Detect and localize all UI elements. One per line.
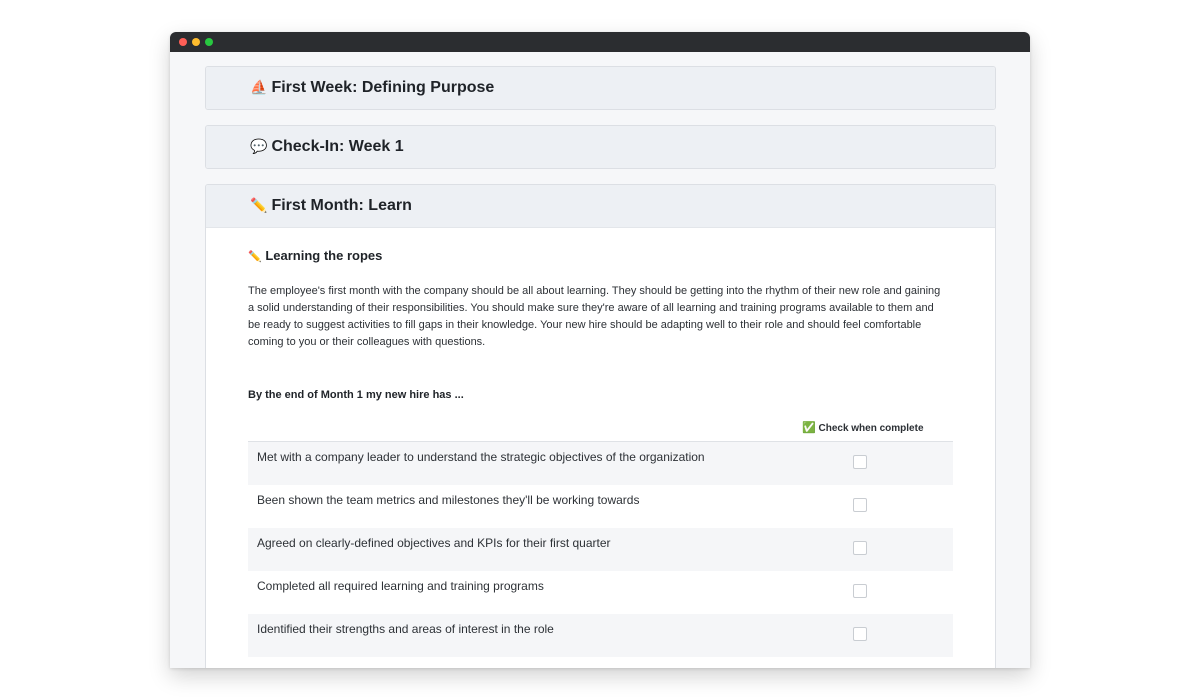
task-checkbox[interactable]	[853, 584, 867, 598]
section-header-first-week[interactable]	[206, 67, 995, 109]
month-description: The employee's first month with the company should be all about learning. They should be getting into the rhythm of their new role and gaining a solid understanding of their responsibilities. You should make sure they're aware of all learning and training programs available to them and be ready to suggest activities to fill gaps in their knowledge. Your new hire should be adapting well to their role and should feel comfortable coming to you or their colleagues with questions.	[248, 285, 941, 348]
subsection-title	[248, 248, 953, 263]
task-checkbox[interactable]	[853, 541, 867, 555]
checklist-table	[248, 421, 953, 657]
task-checkbox[interactable]	[853, 498, 867, 512]
task-checkbox[interactable]	[853, 455, 867, 469]
table-row	[248, 571, 953, 614]
task-label: Identified their strengths and areas of interest in the role	[257, 622, 554, 636]
section-header-first-month[interactable]	[206, 185, 995, 228]
page-content	[205, 66, 996, 668]
check-mark-icon: ✅	[802, 421, 816, 434]
table-row	[248, 614, 953, 657]
window-titlebar	[170, 32, 1030, 52]
task-label: Met with a company leader to understand the strategic objectives of the organization	[257, 450, 705, 464]
section-header-check-in[interactable]	[206, 126, 995, 168]
check-column-label: Check when complete	[818, 423, 924, 434]
minimize-window-icon[interactable]	[192, 38, 200, 46]
section-check-in	[205, 125, 996, 169]
checklist-intro: By the end of Month 1 my new hire has ...	[248, 389, 464, 401]
table-row	[248, 485, 953, 528]
check-column-header	[802, 421, 924, 434]
section-first-week	[205, 66, 996, 110]
task-label: Been shown the team metrics and milestones they'll be working towards	[257, 493, 640, 507]
close-window-icon[interactable]	[179, 38, 187, 46]
browser-window	[170, 32, 1030, 668]
table-row	[248, 442, 953, 485]
section-body-first-month	[206, 228, 995, 668]
section-title: Check-In: Week 1	[271, 138, 404, 155]
speech-bubble-icon: 💬	[250, 139, 268, 155]
table-row	[248, 528, 953, 571]
section-title: First Month: Learn	[271, 197, 412, 214]
sailboat-icon: ⛵	[250, 80, 268, 96]
task-label: Completed all required learning and training programs	[257, 579, 544, 593]
subsection-title-text: Learning the ropes	[265, 248, 383, 263]
task-label: Agreed on clearly-defined objectives and KPIs for their first quarter	[257, 536, 611, 550]
checklist-header	[248, 421, 953, 442]
task-checkbox[interactable]	[853, 627, 867, 641]
maximize-window-icon[interactable]	[205, 38, 213, 46]
pencil-icon: ✏️	[248, 250, 262, 263]
section-title: First Week: Defining Purpose	[271, 79, 495, 96]
pencil-icon: ✏️	[250, 198, 268, 214]
section-first-month	[205, 184, 996, 668]
